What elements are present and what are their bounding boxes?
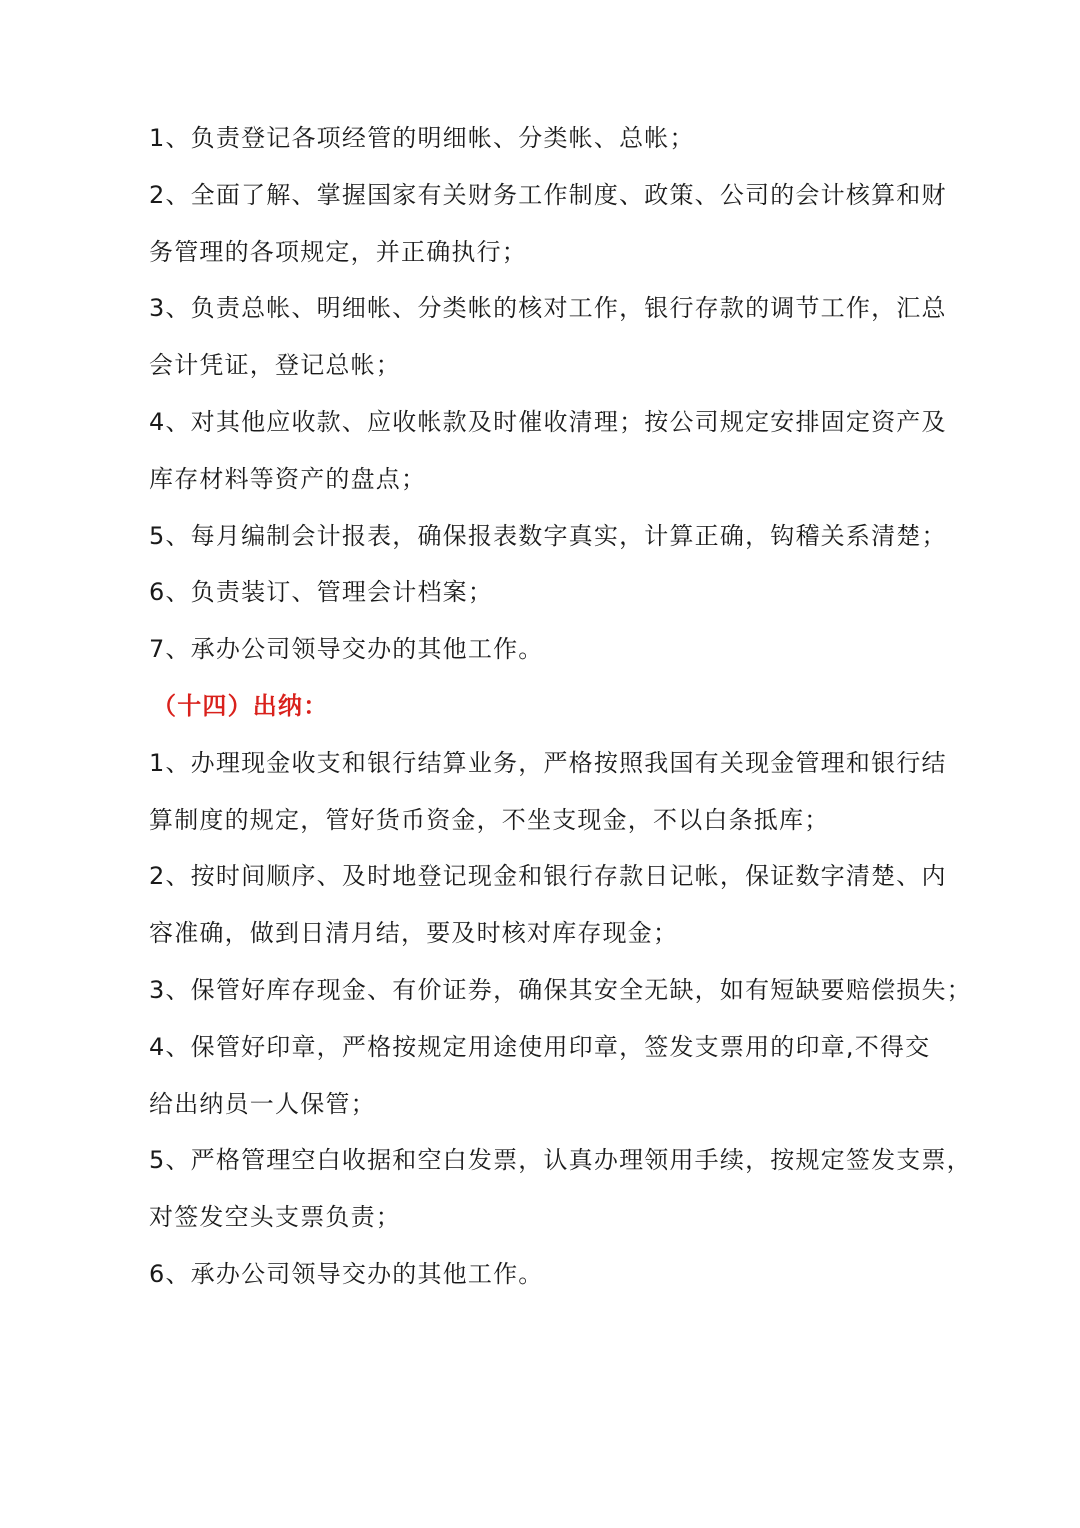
text-line: 2、按时间顺序、及时地登记现金和银行存款日记帐，保证数字清楚、内 (149, 862, 947, 891)
text-line: 1、负责登记各项经管的明细帐、分类帐、总帐； (149, 124, 695, 152)
cashier-duties-section (149, 678, 972, 1303)
text-line: 5、每月编制会计报表，确保报表数字真实，计算正确，钩稽关系清楚； (149, 521, 947, 550)
text-line: 4、对其他应收款、应收帐款及时催收清理；按公司规定安排固定资产及 (149, 407, 947, 436)
text-line: 2、全面了解、掌握国家有关财务工作制度、政策、公司的会计核算和财 (149, 180, 947, 209)
section-heading: （十四）出纳： (152, 691, 329, 720)
accounting-duties-section (149, 110, 949, 678)
text-line: 库存材料等资产的盘点； (149, 464, 427, 493)
text-line: 务管理的各项规定，并正确执行； (149, 237, 527, 266)
text-line: 会计凭证，登记总帐； (149, 351, 401, 380)
text-line: 6、承办公司领导交办的其他工作。 (149, 1259, 544, 1288)
text-line: 对签发空头支票负责； (149, 1203, 401, 1232)
text-line: 3、保管好库存现金、有价证券，确保其安全无缺，如有短缺要赔偿损失； (149, 975, 972, 1004)
text-line: 4、保管好印章，严格按规定用途使用印章，签发支票用的印章,不得交 (149, 1032, 931, 1061)
text-line: 7、承办公司领导交办的其他工作。 (149, 635, 544, 664)
document-body (149, 110, 972, 1303)
text-line: 5、严格管理空白收据和空白发票，认真办理领用手续，按规定签发支票， (149, 1146, 972, 1175)
text-line: 1、办理现金收支和银行结算业务，严格按照我国有关现金管理和银行结 (149, 748, 947, 777)
text-line: 算制度的规定，管好货币资金，不坐支现金，不以白条抵库； (149, 805, 830, 834)
text-line: 给出纳员一人保管； (149, 1089, 376, 1118)
text-line: 3、负责总帐、明细帐、分类帐的核对工作，银行存款的调节工作，汇总 (149, 294, 947, 323)
text-line: 6、负责装订、管理会计档案； (149, 578, 494, 607)
text-line: 容准确，做到日清月结，要及时核对库存现金； (149, 919, 679, 948)
